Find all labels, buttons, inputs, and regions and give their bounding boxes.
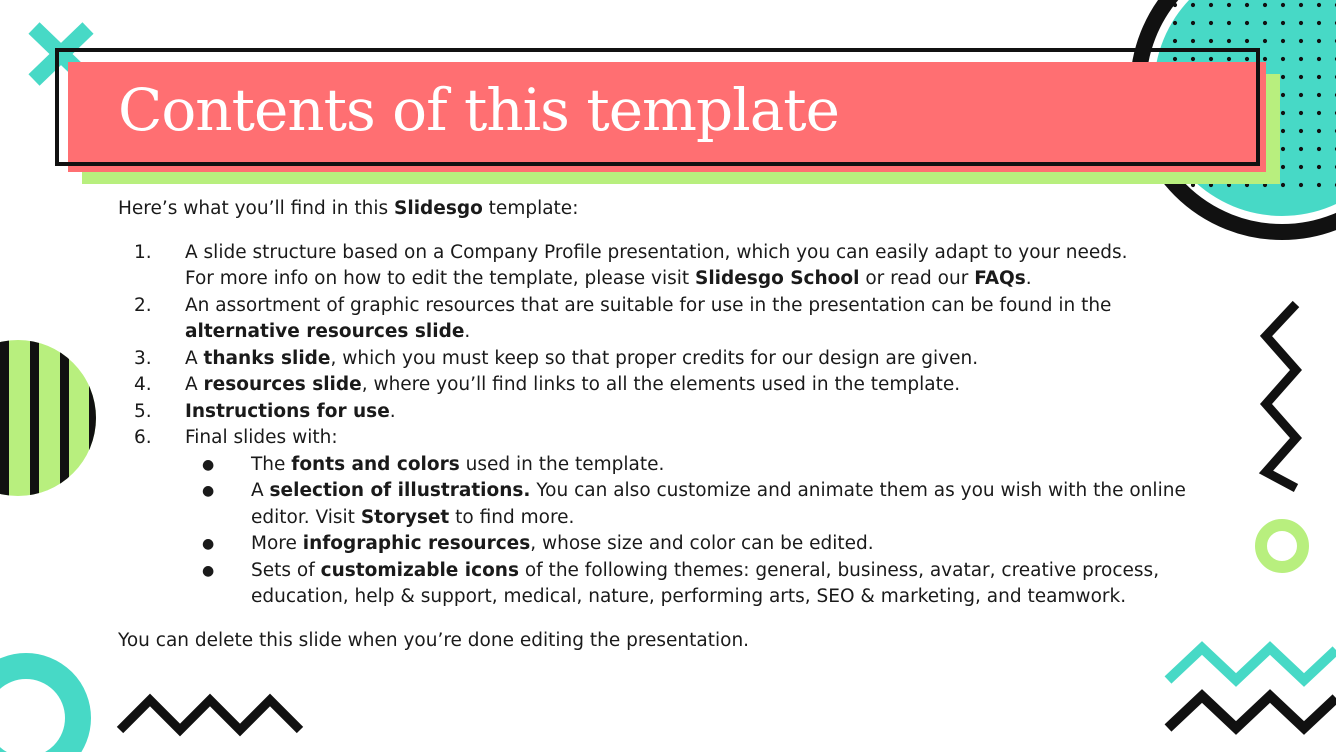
customizable-icons-link[interactable]: customizable icons bbox=[320, 559, 519, 581]
list-number: 5. bbox=[134, 400, 152, 422]
resources-slide-link[interactable]: resources slide bbox=[203, 374, 362, 395]
list-number: 6. bbox=[134, 427, 152, 448]
list-item: 4. A resources slide, where you’ll find links to all the elements used in the template. bbox=[118, 372, 1218, 399]
bullet-icon: ● bbox=[202, 562, 215, 579]
bottom-right-black-zigzag-icon bbox=[1168, 696, 1336, 728]
infographic-resources-link[interactable]: infographic resources bbox=[302, 533, 531, 554]
page-title: Contents of this template bbox=[118, 76, 839, 144]
list-item: 6. Final slides with: bbox=[118, 425, 1218, 452]
list-item: 1. A slide structure based on a Company Profile presentation, which you can easily adapt to your needs. For more info on how to edit the template, please visit Slidesgo School or read our FAQs. bbox=[134, 241, 1128, 289]
alternative-resources-link[interactable]: alternative resources slide bbox=[185, 321, 465, 342]
instructions-link[interactable]: Instructions for use bbox=[185, 400, 390, 422]
sub-list-item: ● A selection of illustrations. You can also customize and animate them as you wish with the online editor. Visit Storyset to find more. bbox=[202, 480, 1186, 528]
vertical-zigzag-icon bbox=[1266, 304, 1296, 488]
thanks-slide-link[interactable]: thanks slide bbox=[203, 347, 331, 369]
list-number: 4. bbox=[134, 374, 152, 395]
sub-list-item: ● Sets of customizable icons of the following themes: general, business, avatar, creative process, education, help & support, medical, nature, performing arts, SEO & marketing, and teamwork. bbox=[202, 559, 1160, 607]
intro-text: Here’s what you’ll find in this Slidesgo template: bbox=[118, 198, 579, 219]
list-number: 2. bbox=[134, 294, 152, 316]
storyset-link[interactable]: Storyset bbox=[360, 506, 450, 528]
illustrations-link[interactable]: selection of illustrations. bbox=[269, 480, 531, 501]
faqs-link[interactable]: FAQs bbox=[974, 268, 1026, 289]
sub-list-item: ● The fonts and colors used in the template. bbox=[118, 452, 1218, 479]
slidesgo-school-link[interactable]: Slidesgo School bbox=[695, 268, 860, 289]
zigzag-icon bbox=[120, 700, 300, 730]
bullet-icon: ● bbox=[202, 483, 215, 499]
list-number: 1. bbox=[134, 241, 152, 263]
list-number: 3. bbox=[134, 347, 152, 369]
content-body bbox=[118, 196, 1218, 654]
fonts-colors-link[interactable]: fonts and colors bbox=[291, 453, 460, 475]
ring-icon bbox=[1261, 525, 1303, 567]
list-item: 5. Instructions for use. bbox=[118, 399, 1218, 426]
sub-list-item: ● More infographic resources, whose size and color can be edited. bbox=[118, 531, 1218, 558]
list-item: 3. A thanks slide, which you must keep so that proper credits for our design are given. bbox=[118, 346, 1218, 373]
striped-circle-icon bbox=[0, 340, 98, 500]
bottom-left-ring-icon bbox=[0, 666, 78, 752]
list-item: 2. An assortment of graphic resources that are suitable for use in the presentation can be found in the alternative resources slide. bbox=[134, 294, 1112, 342]
bullet-icon: ● bbox=[202, 536, 215, 552]
outro-text: You can delete this slide when you’re done editing the presentation. bbox=[118, 629, 750, 651]
bullet-icon: ● bbox=[202, 456, 215, 473]
